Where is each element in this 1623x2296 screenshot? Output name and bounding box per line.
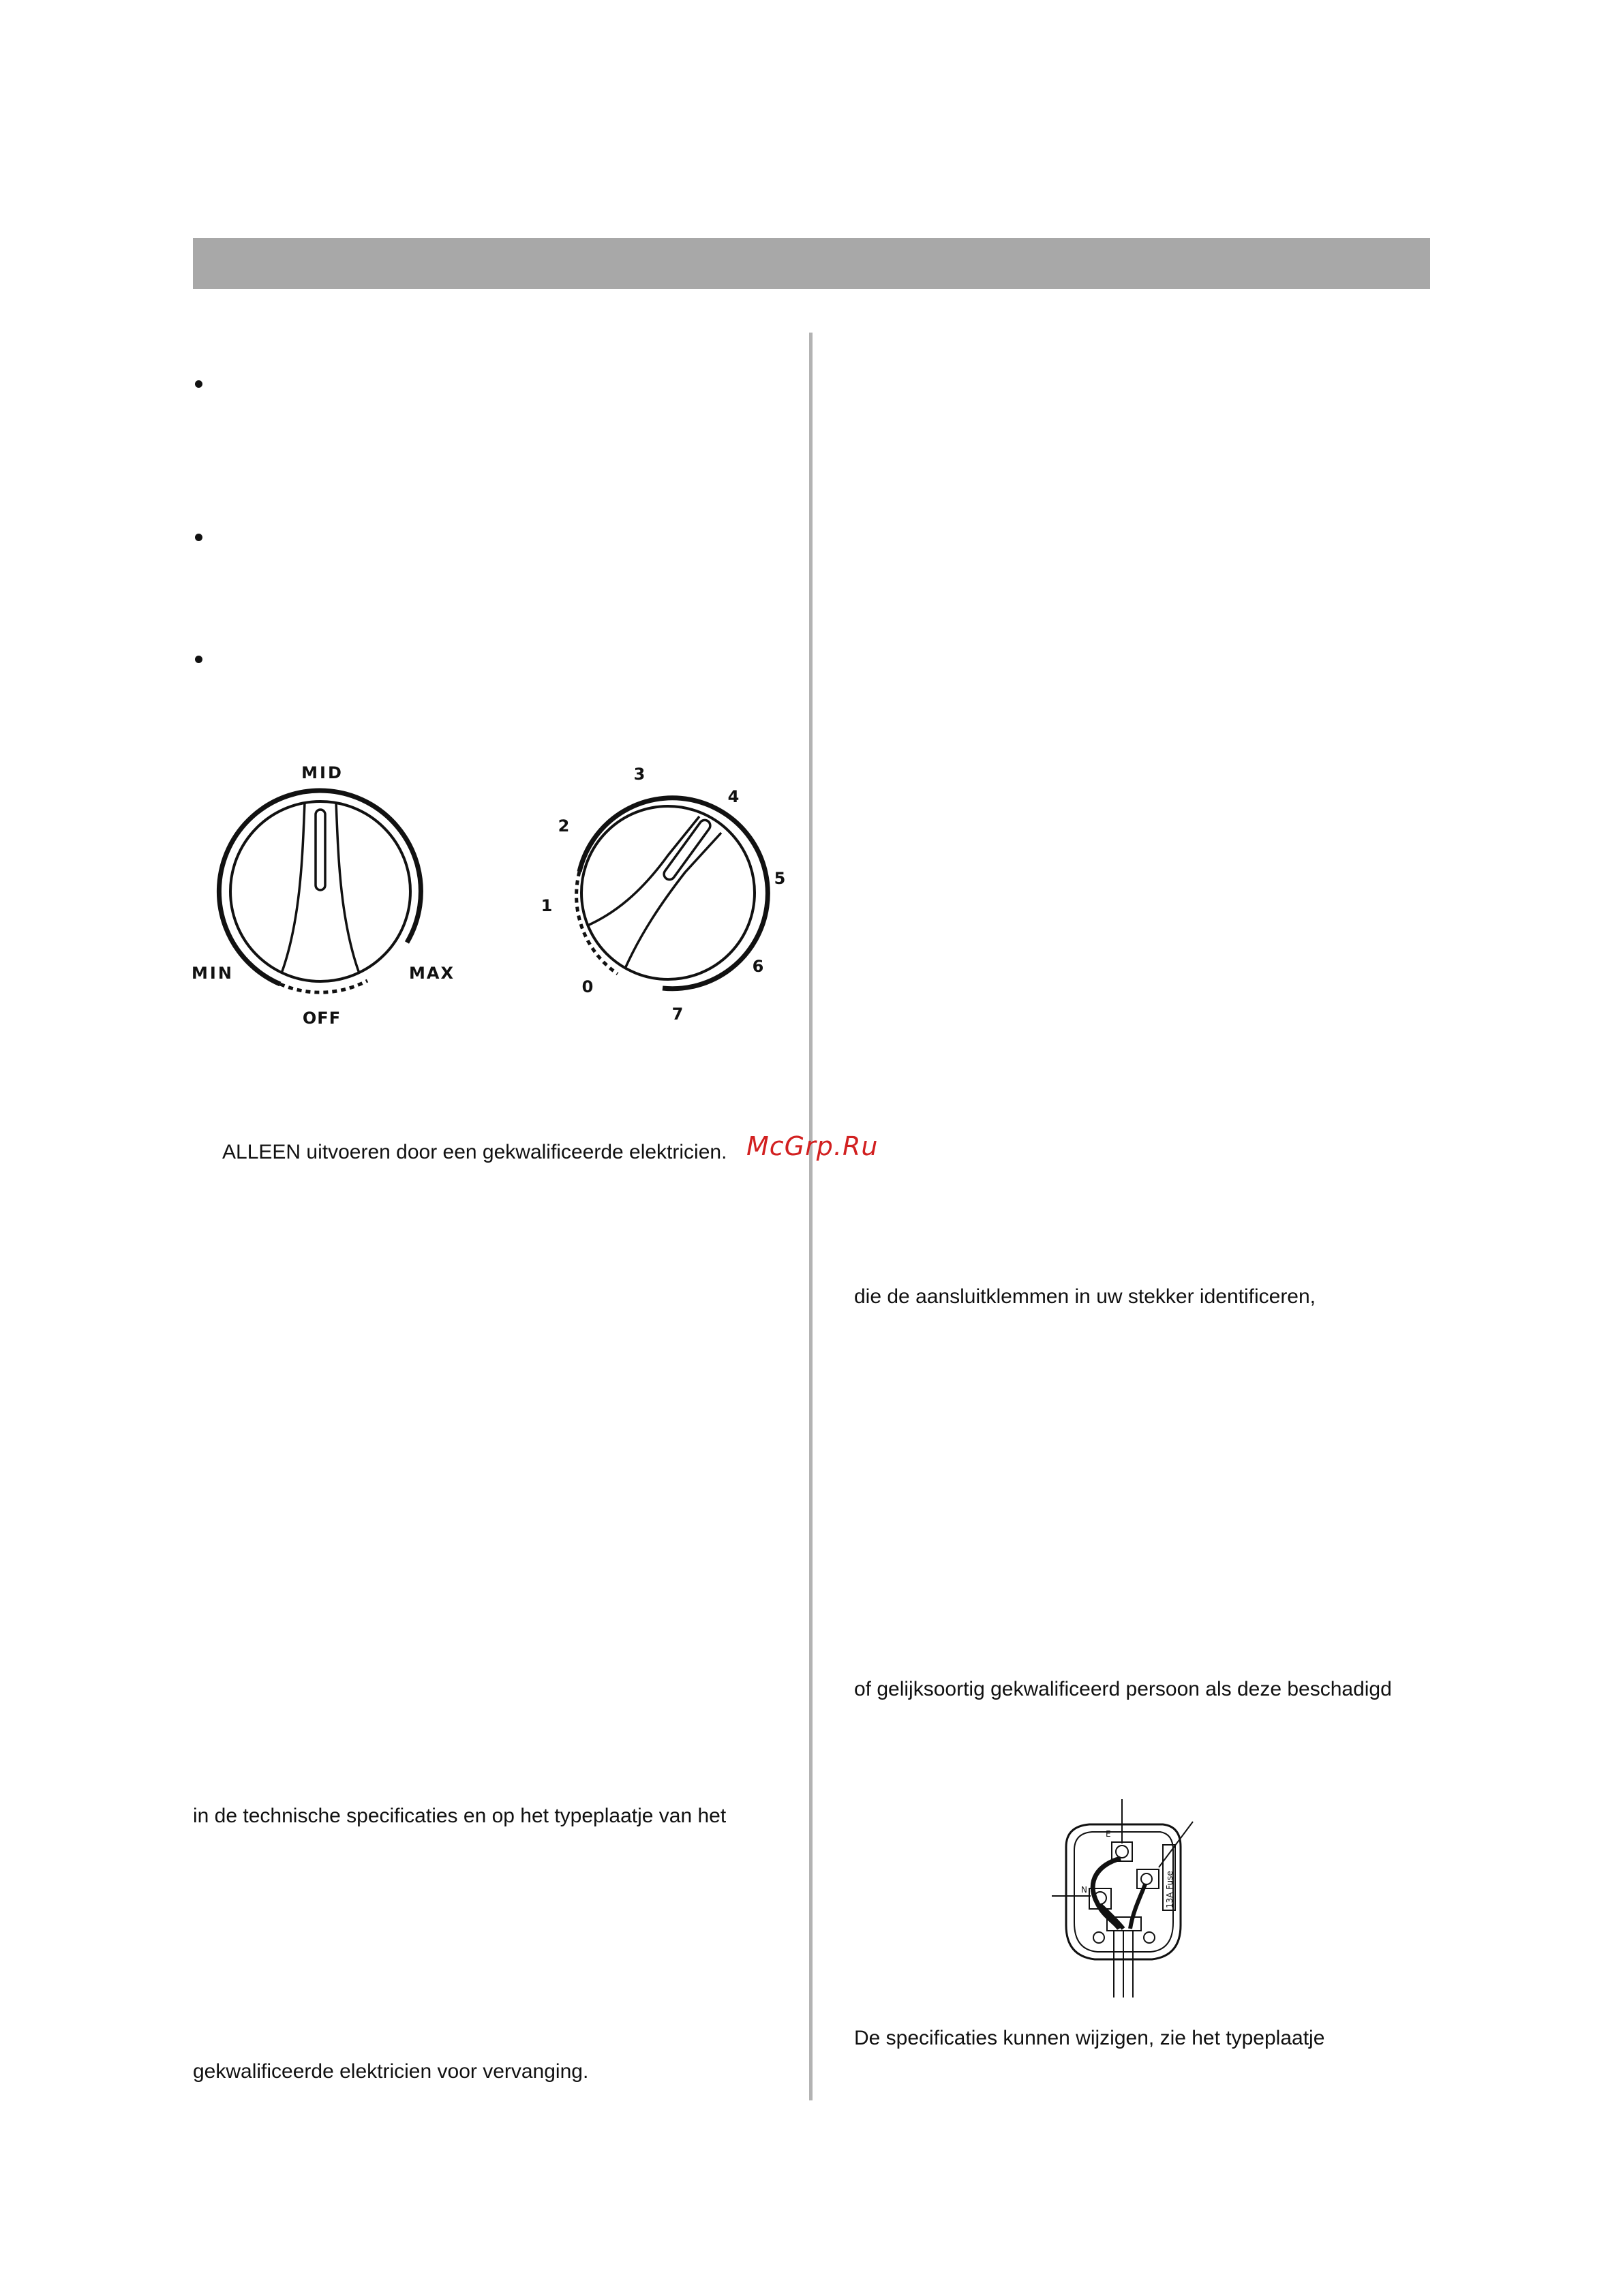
bullet-1 — [195, 380, 202, 388]
dial-label-off: OFF — [302, 1009, 342, 1028]
bullet-2 — [195, 534, 202, 541]
thermostat-dial-numbered — [525, 756, 811, 1036]
dial-mark-7: 7 — [671, 1005, 684, 1024]
thermostat-dial-mid-max — [184, 750, 464, 1036]
dial-mark-4: 4 — [727, 787, 740, 806]
dial-label-min: MIN — [192, 964, 234, 983]
dial-mark-6: 6 — [752, 957, 764, 976]
bullet-3 — [195, 656, 202, 663]
plug-earth-label: E — [1106, 1829, 1111, 1839]
plug-neutral-label: N — [1081, 1885, 1087, 1895]
warning-text: ALLEEN uitvoeren door een gekwalificeerde elektricien. — [222, 1141, 727, 1163]
terminals-text: die de aansluitklemmen in uw stekker identificeren, — [854, 1285, 1316, 1308]
dial-mark-5: 5 — [774, 869, 786, 888]
watermark: McGrp.Ru — [746, 1131, 879, 1161]
replace-text: gekwalificeerde elektricien voor vervanging. — [193, 2060, 589, 2083]
column-divider — [809, 333, 813, 2100]
dial-mark-2: 2 — [558, 816, 570, 836]
plug-fuse-label: 13A Fuse — [1165, 1871, 1174, 1908]
specs-change-text: De specificaties kunnen wijzigen, zie het typeplaatje — [854, 2027, 1325, 2049]
dial-mark-3: 3 — [633, 765, 646, 784]
dial-mark-1: 1 — [541, 896, 553, 915]
section-header-bar — [193, 238, 1430, 289]
plug-wiring-diagram — [1050, 1796, 1200, 2000]
dial-mark-0: 0 — [581, 977, 594, 996]
damaged-text: of gelijksoortig gekwalificeerd persoon als deze beschadigd — [854, 1678, 1392, 1700]
dial-label-max: MAX — [409, 964, 455, 983]
dial-label-mid: MID — [301, 763, 344, 782]
spec-text: in de technische specificaties en op het typeplaatje van het — [193, 1805, 727, 1827]
